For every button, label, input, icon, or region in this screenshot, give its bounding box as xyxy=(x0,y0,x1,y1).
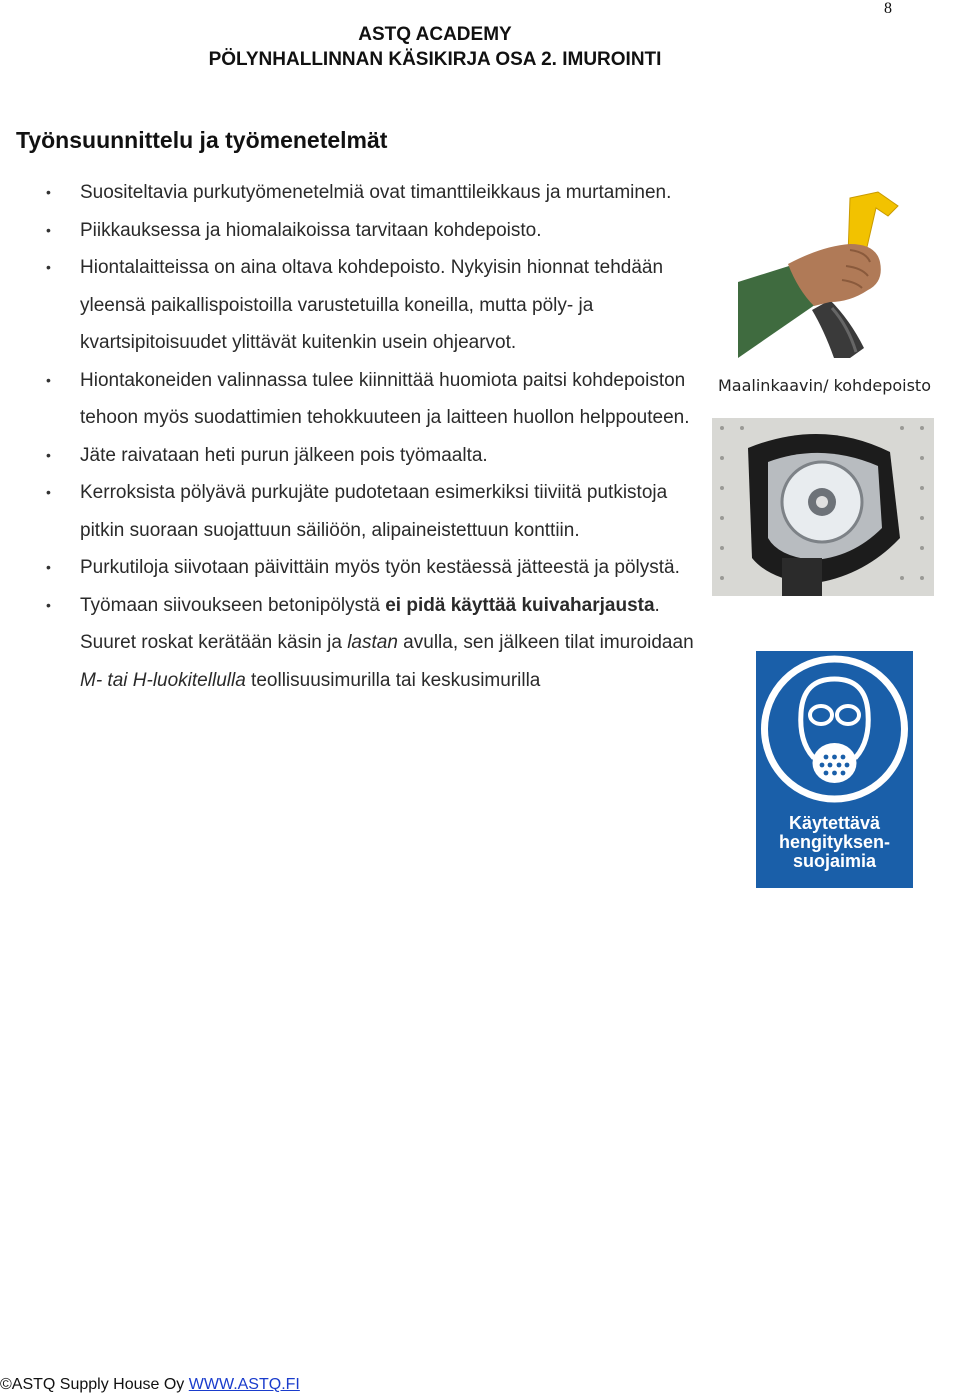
bullet-text: . Suuret roskat kerätään käsin ja xyxy=(80,594,660,653)
bullet-bold-text: ei pidä käyttää kuivaharjausta xyxy=(385,594,655,616)
bullet-item: • Hiontakoneiden valinnassa tulee kiinnittää huomiota paitsi kohdepoiston tehoon myös suodattimien tehokkuuteen ja laitteen huollon helppouteen. xyxy=(0,362,700,437)
bullet-item: • Hiontalaitteissa on aina oltava kohdepoisto. Nykyisin hionnat tehdään yleensä paikallispoistoilla varustetuilla koneilla, mutta pöly- ja kvartsipitoisuudet ylittävät kuitenkin usein ohjearvot. xyxy=(0,249,700,362)
bullet-text: Työmaan siivoukseen betonipölystä xyxy=(80,594,386,616)
bullet-list xyxy=(0,174,700,699)
footer-website-link[interactable]: WWW.ASTQ.FI xyxy=(188,1376,300,1393)
bullet-item: • Purkutiloja siivotaan päivittäin myös työn kestäessä jätteestä ja pölystä. xyxy=(0,549,700,587)
sign-text: Käytettävä hengityksen- suojaimia xyxy=(778,813,891,871)
respirator-sign-icon xyxy=(756,651,913,811)
bullet-text: teollisuusimurilla tai keskusimurilla xyxy=(245,669,541,691)
bullet-item: • Suositeltavia purkutyömenetelmiä ovat timanttileikkaus ja murtaminen. xyxy=(0,174,700,212)
page-number: 8 xyxy=(884,0,892,17)
header-academy: ASTQ ACADEMY xyxy=(358,24,512,45)
bullet-item: • Kerroksista pölyävä purkujäte pudotetaan esimerkiksi tiiviitä putkistoja pitkin suoraan suojattuun säiliöön, alipaineistettuun konttiin. xyxy=(0,474,700,549)
bullet-italic-text: lastan xyxy=(347,632,398,653)
grinder-tool-image xyxy=(712,418,934,596)
footer-company: ©ASTQ Supply House Oy xyxy=(0,1376,185,1393)
footer xyxy=(0,1376,300,1394)
bullet-item: • Piikkauksessa ja hiomalaikoissa tarvitaan kohdepoisto. xyxy=(0,212,700,250)
bullet-text: avulla, sen jälkeen tilat imuroidaan xyxy=(397,632,694,653)
header-handbook-title: PÖLYNHALLINNAN KÄSIKIRJA OSA 2. IMUROINTI xyxy=(208,49,662,70)
section-title: Työnsuunnittelu ja työmenetelmät xyxy=(16,127,388,153)
bullet-item-cleaning xyxy=(0,587,700,700)
respirator-sign xyxy=(756,651,913,888)
bullet-italic-text: M- tai H-luokitellulla xyxy=(80,669,246,691)
hand-scraper-image xyxy=(738,190,904,358)
bullet-item: • Jäte raivataan heti purun jälkeen pois työmaalta. xyxy=(0,437,700,475)
document-header xyxy=(0,22,870,72)
image-caption: Maalinkaavin/ kohdepoisto xyxy=(718,376,931,395)
